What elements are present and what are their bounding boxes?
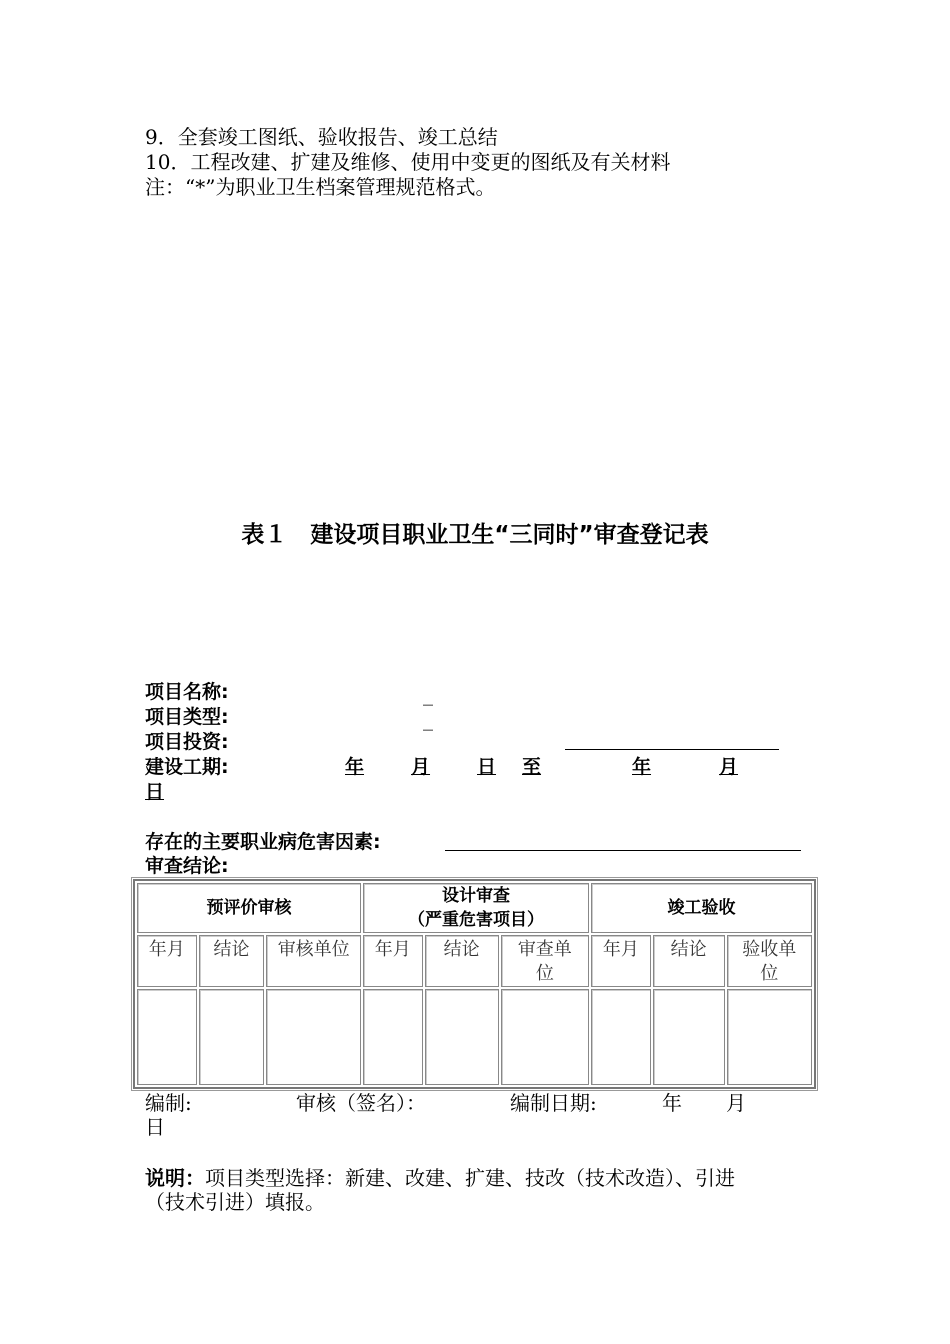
header-pre-evaluation: 预评价审核 [137, 883, 361, 933]
data-cell [591, 989, 651, 1085]
data-cell [727, 989, 812, 1085]
subheader-cell: 结论 [425, 935, 499, 987]
period-start-year: 年 [345, 756, 365, 778]
header-design-review [363, 883, 589, 933]
subheader-cell: 结论 [653, 935, 725, 987]
header-design-review-line1: 设计审查 [442, 886, 510, 906]
list-item-10: 10．工程改建、扩建及维修、使用中变更的图纸及有关材料 [145, 150, 671, 174]
note: 注：“*”为职业卫生档案管理规范格式。 [145, 175, 496, 199]
data-cell [425, 989, 499, 1085]
compiler-label: 编制: [145, 1091, 192, 1115]
hazard-factors-label: 存在的主要职业病危害因素: [145, 831, 381, 853]
data-cell [137, 989, 197, 1085]
date-month: 月 [726, 1091, 746, 1115]
project-name-label: 项目名称: [145, 681, 229, 703]
subheader-cell: 年月 [591, 935, 651, 987]
hazard-underline [445, 850, 801, 851]
construction-period-label: 建设工期: [145, 756, 229, 778]
project-investment-label: 项目投资: [145, 731, 229, 753]
data-cell [266, 989, 361, 1085]
data-cell [363, 989, 423, 1085]
explanation [145, 1166, 735, 1190]
date-year: 年 [662, 1091, 682, 1115]
subheader-cell: 年月 [363, 935, 423, 987]
conclusion-label: 审查结论: [145, 855, 229, 877]
project-name-blank: _ [423, 682, 433, 706]
period-to: 至 [522, 756, 542, 778]
date-label: 编制日期: [510, 1091, 597, 1115]
reviewer-label: 审核（签名）： [296, 1091, 426, 1115]
explanation-label: 说明： [145, 1166, 205, 1190]
period-start-month: 月 [411, 756, 431, 778]
period-end-day: 日 [145, 781, 165, 803]
subheader-cell: 结论 [199, 935, 265, 987]
data-cell [653, 989, 725, 1085]
header-completion-acceptance: 竣工验收 [591, 883, 812, 933]
period-start-day: 日 [477, 756, 497, 778]
date-day: 日 [145, 1115, 165, 1139]
subheader-cell: 年月 [137, 935, 197, 987]
subheader-cell: 审查单位 [501, 935, 589, 987]
period-end-year: 年 [632, 756, 652, 778]
subheader-cell: 审核单位 [266, 935, 361, 987]
data-cell [501, 989, 589, 1085]
project-type-label: 项目类型: [145, 706, 229, 728]
explanation-text-line1: 项目类型选择：新建、改建、扩建、技改（技术改造）、引进 [205, 1166, 735, 1190]
explanation-text-line2: （技术引进）填报。 [145, 1190, 325, 1214]
header-design-review-line2: （严重危害项目） [408, 910, 544, 930]
list-item-9: 9．全套竣工图纸、验收报告、竣工总结 [145, 125, 498, 149]
subheader-cell: 验收单位 [727, 935, 812, 987]
table-title: 表１ 建设项目职业卫生“三同时”审查登记表 [241, 522, 709, 548]
period-end-month: 月 [719, 756, 739, 778]
review-table [133, 879, 816, 1089]
data-cell [199, 989, 265, 1085]
investment-underline [565, 749, 779, 750]
project-type-blank: _ [423, 707, 433, 731]
